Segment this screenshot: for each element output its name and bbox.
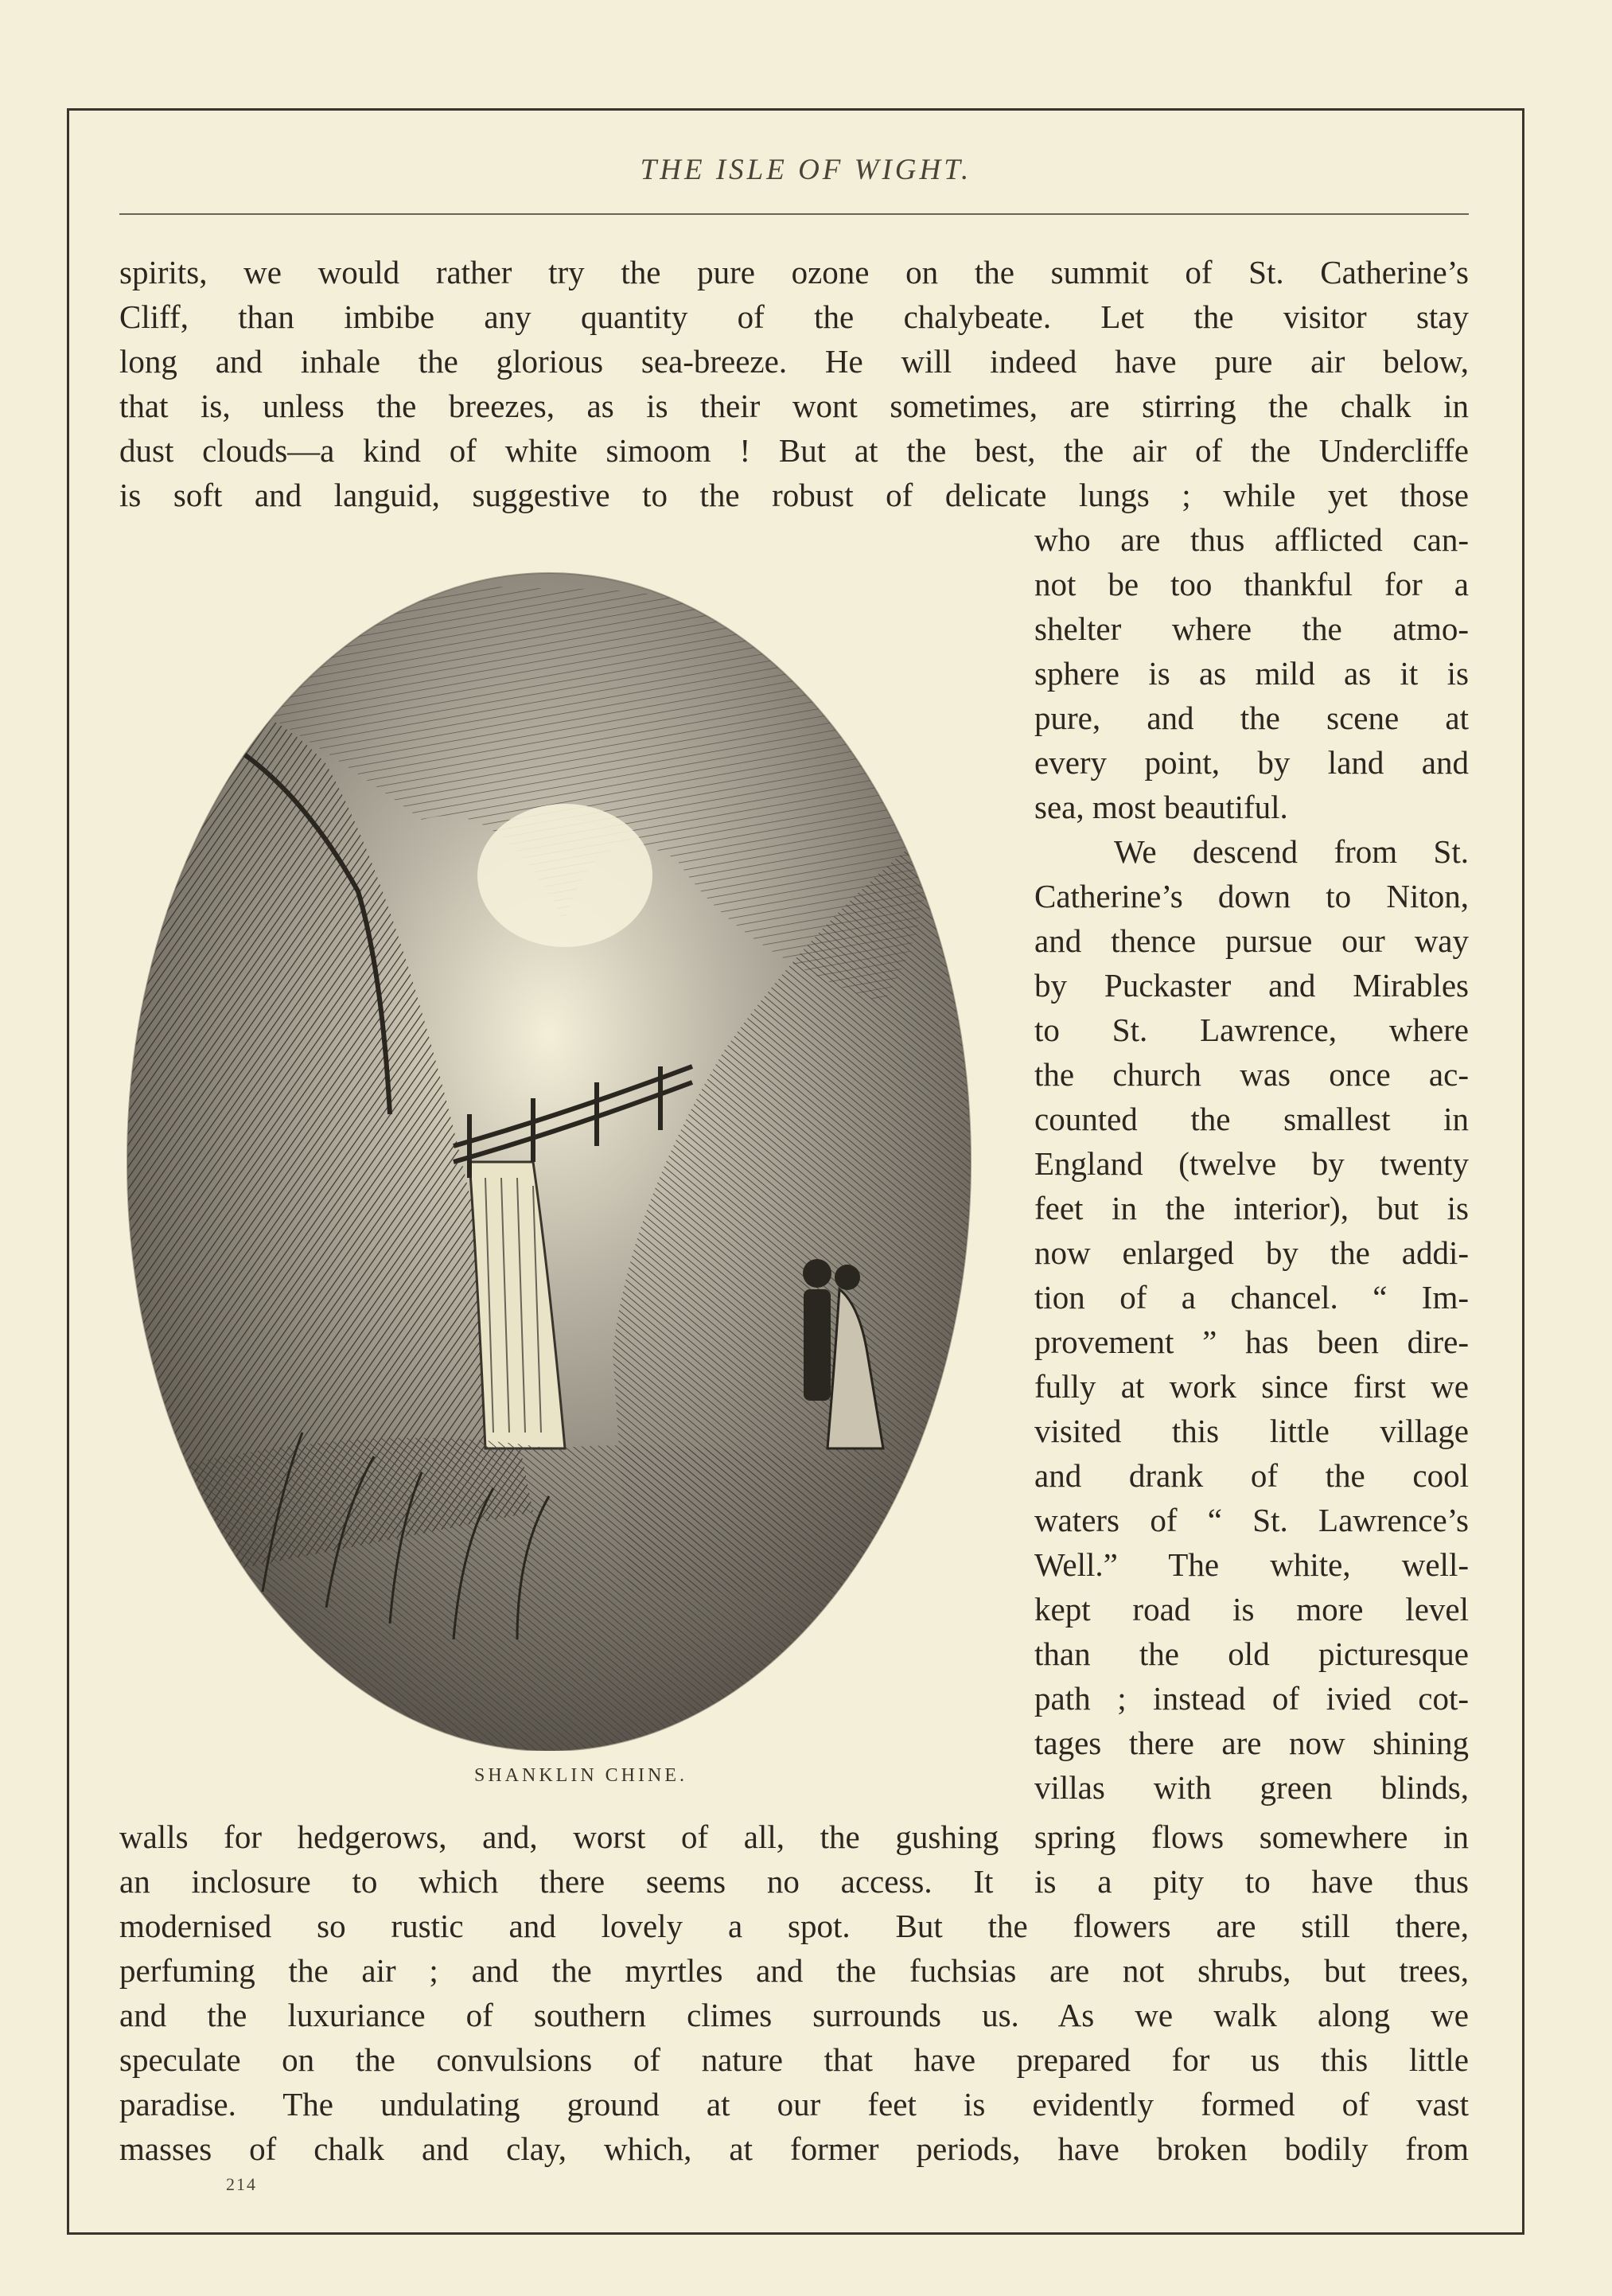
text-line: Well.” The white, well- [1034,1546,1469,1583]
text-line: who are thus afflicted can- [1034,521,1469,558]
text-line: by Puckaster and Mirables [1034,967,1469,1004]
text-line: long and inhale the glorious sea-breeze. He will indeed have pure air below, [119,343,1469,380]
text-line: spirits, we would rather try the pure ozone on the summit of St. Catherine’s [119,254,1469,290]
text-line: and thence pursue our way [1034,922,1469,959]
text-line: to St. Lawrence, where [1034,1012,1469,1048]
text-line: speculate on the convulsions of nature that have prepared for us this little [119,2041,1469,2078]
text-line: the church was once ac- [1034,1056,1469,1093]
text-line: modernised so rustic and lovely a spot. But the flowers are still there, [119,1908,1469,1944]
header-rule [119,213,1469,215]
text-line: every point, by land and [1034,744,1469,781]
text-line: masses of chalk and clay, which, at former periods, have broken bodily from [119,2130,1469,2167]
running-title: THE ISLE OF WIGHT. [640,154,972,186]
text-line: tages there are now shining [1034,1725,1469,1761]
text-line: that is, unless the breezes, as is their wont sometimes, are stirring the chalk in [119,388,1469,424]
page-number: 214 [226,2174,257,2194]
text-line: Catherine’s down to Niton, [1034,878,1469,914]
text-line: an inclosure to which there seems no access. It is a pity to have thus [119,1863,1469,1900]
text-line: We descend from St. [1114,833,1469,870]
text-line: perfuming the air ; and the myrtles and the fuchsias are not shrubs, but trees, [119,1952,1469,1989]
text-line: fully at work since first we [1034,1368,1469,1405]
text-line: England (twelve by twenty [1034,1145,1469,1182]
text-line: villas with green blinds, [1034,1769,1469,1806]
text-line: kept road is more level [1034,1591,1469,1627]
illustration-caption: SHANKLIN CHINE. [474,1765,687,1786]
text-line: Cliff, than imbibe any quantity of the chalybeate. Let the visitor stay [119,298,1469,335]
text-line: sea, most beautiful. [1034,789,1288,825]
text-line: path ; instead of ivied cot- [1034,1680,1469,1717]
text-line: waters of “ St. Lawrence’s [1034,1502,1469,1538]
text-line: feet in the interior), but is [1034,1190,1469,1226]
text-line: visited this little village [1034,1413,1469,1449]
text-line: and the luxuriance of southern climes surrounds us. As we walk along we [119,1997,1469,2033]
text-line: dust clouds—a kind of white simoom ! But at the best, the air of the Undercliffe [119,432,1469,469]
text-line: shelter where the atmo- [1034,610,1469,647]
text-line: not be too thankful for a [1034,566,1469,602]
text-line: and drank of the cool [1034,1457,1469,1494]
shanklin-chine-engraving [119,557,979,1751]
text-line: now enlarged by the addi- [1034,1234,1469,1271]
text-line: pure, and the scene at [1034,700,1469,736]
text-line: than the old picturesque [1034,1635,1469,1672]
text-line: provement ” has been dire- [1034,1323,1469,1360]
text-line: counted the smallest in [1034,1101,1469,1137]
text-line: sphere is as mild as it is [1034,655,1469,692]
text-line: walls for hedgerows, and, worst of all, the gushing spring flows somewhere in [119,1818,1469,1855]
text-line: paradise. The undulating ground at our feet is evidently formed of vast [119,2086,1469,2123]
text-line: is soft and languid, suggestive to the robust of delicate lungs ; while yet those [119,477,1469,513]
text-line: tion of a chancel. “ Im- [1034,1279,1469,1316]
